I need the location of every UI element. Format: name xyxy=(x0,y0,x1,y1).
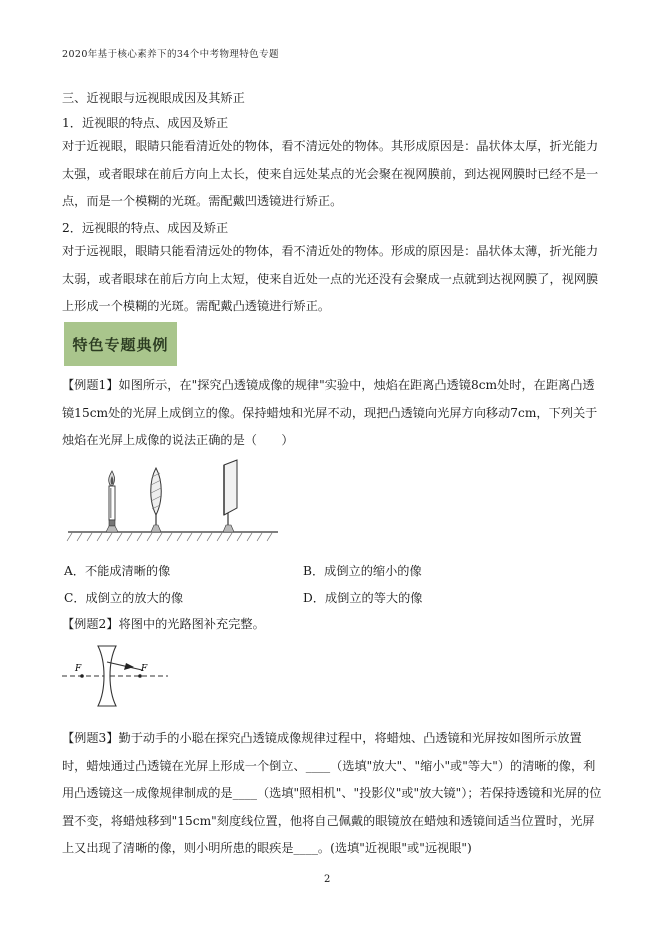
candle xyxy=(106,471,118,532)
convex-lens xyxy=(151,468,162,532)
focal-point-left-label: F xyxy=(75,664,82,674)
section-title: 三、近视眼与远视眼成因及其矫正 xyxy=(62,91,245,105)
example1-question: 【例题1】如图所示，在"探究凸透镜成像的规律"实验中，烛焰在距离凸透镜8cm处时，在距离凸透镜15cm处的光屏上成倒立的像。保持蜡烛和光屏不动，现把凸透镜向光屏方向移动7cm，下列关于烛焰在光屏上成像的说法正确的是（ ） xyxy=(62,378,598,447)
subsection-title-hyperopia: 2．远视眼的特点、成因及矫正 xyxy=(62,221,229,235)
hyperopia-paragraph: 对于远视眼，眼睛只能看清远处的物体，看不清近处的物体。形成的原因是：晶状体太薄，折光能力太弱，或者眼球在前后方向上太短，使来自近处一点的光还没有会聚成一点就到达视网膜了，视网膜上形成一个模糊的光斑。需配戴凸透镜进行矫正。 xyxy=(62,244,599,313)
page-header: 2020年基于核心素养下的34个中考物理特色专题 xyxy=(62,49,279,60)
example2-question: 【例题2】将图中的光路图补充完整。 xyxy=(62,617,265,631)
featured-examples-banner: 特色专题典例 xyxy=(64,322,177,366)
subsection-title-myopia: 1．近视眼的特点、成因及矫正 xyxy=(62,116,229,130)
light-screen xyxy=(223,460,237,532)
example3-question: 【例题3】勤于动手的小聪在探究凸透镜成像规律过程中，将蜡烛、凸透镜和光屏按如图所示放置时，蜡烛通过凸透镜在光屏上形成一个倒立、____（选填"放大"、"缩小"或"等大"）的清晰的像，利用凸透镜这一成像规律制成的是____（选填"照相机"、"投影仪"或"放大镜"）；若保持透镜和光屏的位置不变，将蜡烛移到"15cm"刻度线位置，他将自己佩戴的眼镜放在蜡烛和透镜间适当位置时，光屏上又出现了清晰的像，则小明所患的眼疾是____。(选填"近视眼"或"远视眼") xyxy=(62,731,602,855)
focal-point-right-label: F xyxy=(141,664,148,674)
myopia-paragraph: 对于近视眼，眼睛只能看清近处的物体，看不清远处的物体。其形成原因是：晶状体太厚，折光能力太强，或者眼球在前后方向上太长，使来自远处某点的光会聚在视网膜前，到达视网膜时已经不是一点，而是一个模糊的光斑。需配戴凹透镜进行矫正。 xyxy=(62,139,599,208)
page-number: 2 xyxy=(324,874,331,885)
example1-option-b: B．成倒立的缩小的像 xyxy=(303,564,422,578)
optical-bench-figure xyxy=(66,455,286,545)
concave-lens-ray-diagram xyxy=(60,640,170,710)
example1-option-a: A．不能成清晰的像 xyxy=(64,564,171,578)
example1-option-c: C．成倒立的放大的像 xyxy=(64,591,184,605)
example1-option-d: D．成倒立的等大的像 xyxy=(303,591,423,605)
